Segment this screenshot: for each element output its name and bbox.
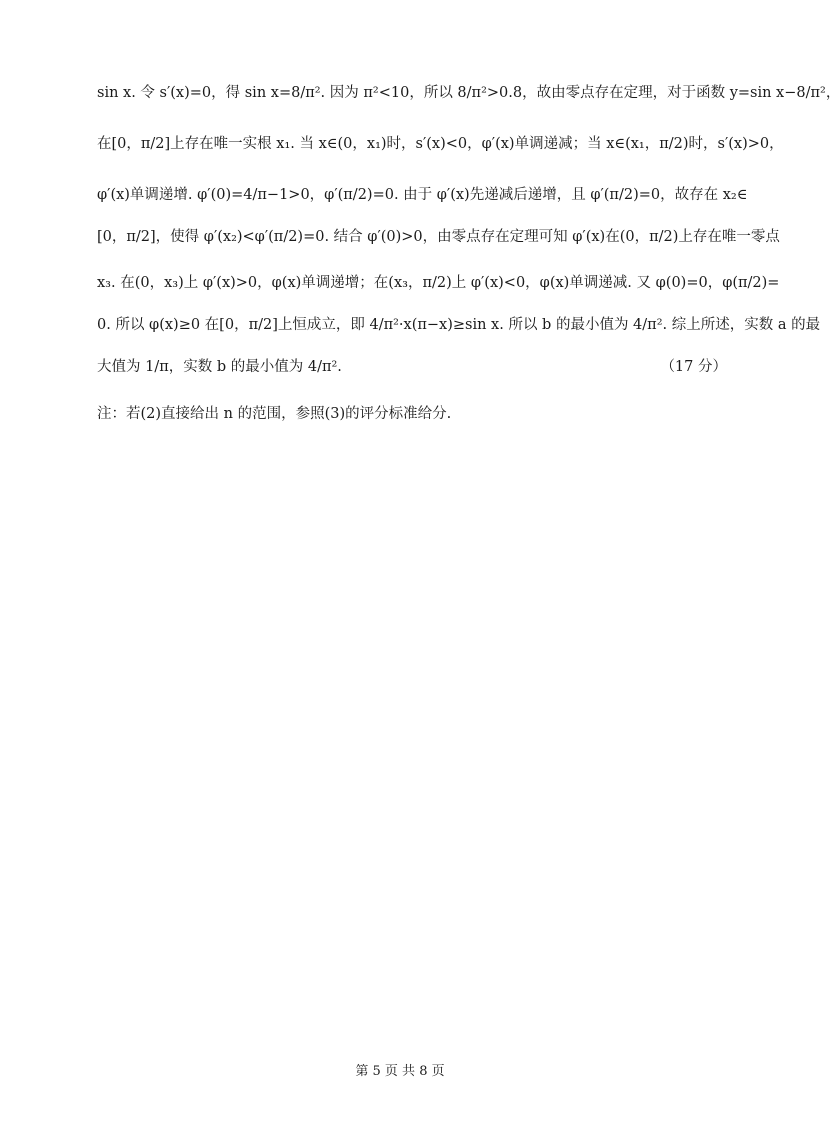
score-label: （17 分） <box>660 359 727 375</box>
solution-line-1: sin x. 令 s′(x)=0，得 sin x=8/π². 因为 π²<10，所以 8/π²>0.8，故由零点存在定理，对于函数 y=sin x−8/π²， <box>97 85 840 101</box>
solution-line-5: x₃. 在(0，x₃)上 φ′(x)>0，φ(x)单调递增；在(x₃，π/2)上 φ′(x)<0，φ(x)单调递减. 又 φ(0)=0，φ(π/2)= <box>97 275 780 291</box>
page-footer: 第 5 页 共 8 页 <box>355 1064 445 1079</box>
solution-line-6: 0. 所以 φ(x)≥0 在[0，π/2]上恒成立，即 4/π²·x(π−x)≥sin x. 所以 b 的最小值为 4/π². 综上所述，实数 a 的最 <box>97 317 821 333</box>
solution-line-2: 在[0，π/2]上存在唯一实根 x₁. 当 x∈(0，x₁)时，s′(x)<0，φ′(x)单调递减；当 x∈(x₁，π/2)时，s′(x)>0， <box>97 136 784 152</box>
grading-note: 注：若(2)直接给出 n 的范围，参照(3)的评分标准给分. <box>97 406 452 422</box>
solution-line-7: 大值为 1/π，实数 b 的最小值为 4/π². （17 分） <box>97 359 727 375</box>
solution-line-4: [0，π/2]，使得 φ′(x₂)<φ′(π/2)=0. 结合 φ′(0)>0，由零点存在定理可知 φ′(x)在(0，π/2)上存在唯一零点 <box>97 229 780 245</box>
solution-line-3: φ′(x)单调递增. φ′(0)=4/π−1>0，φ′(π/2)=0. 由于 φ′(x)先递减后递增，且 φ′(π/2)=0，故存在 x₂∈ <box>97 187 748 203</box>
